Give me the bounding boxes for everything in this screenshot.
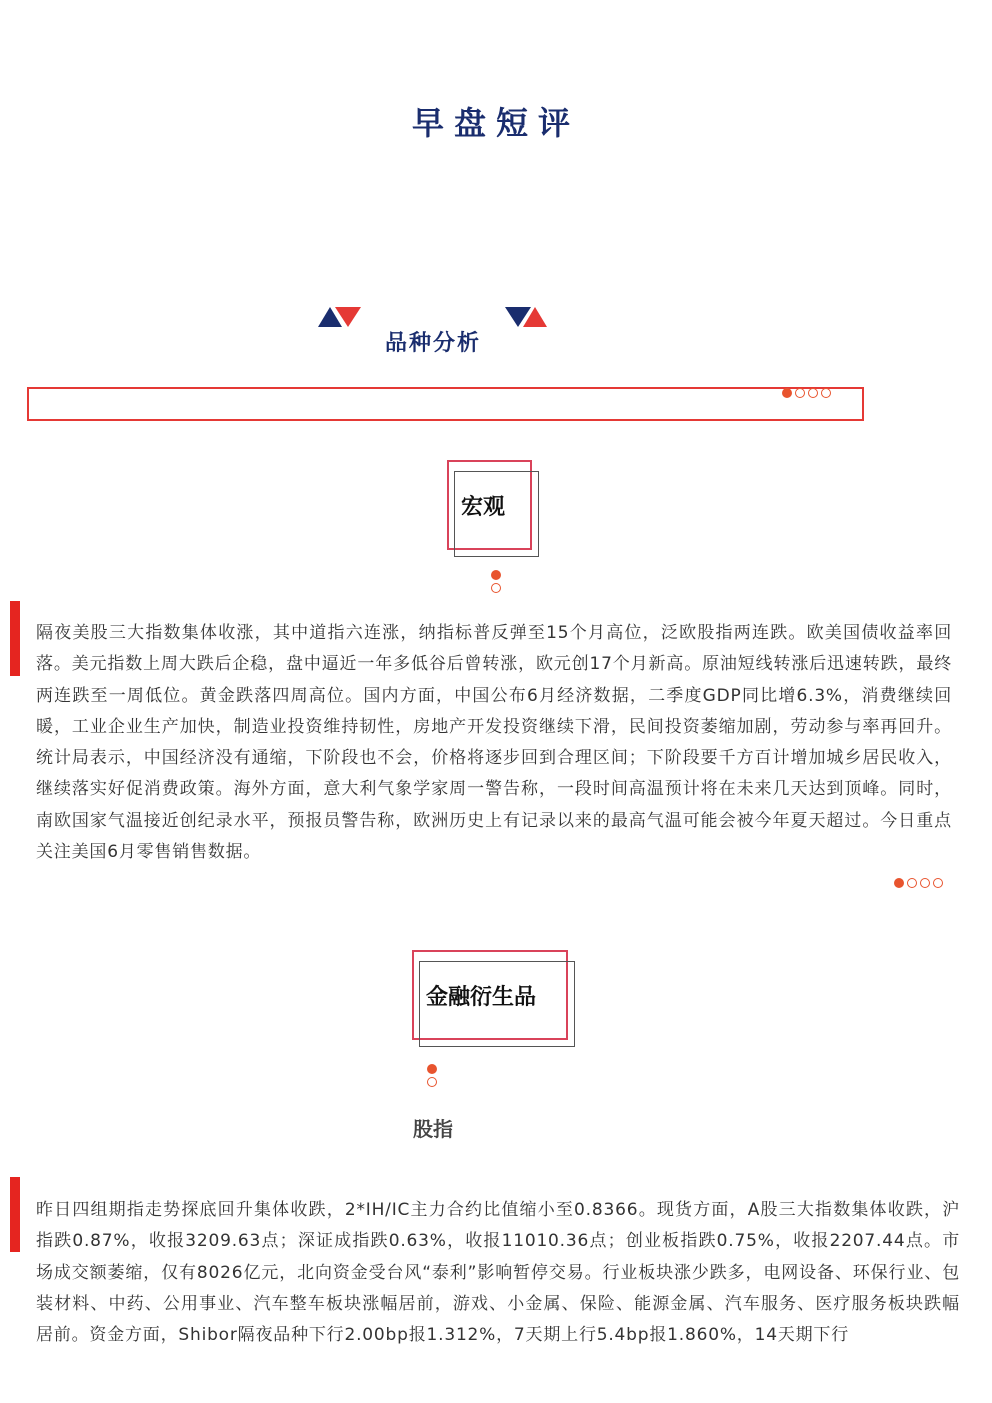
macro-accent-bar <box>10 601 20 676</box>
macro-label: 宏观 <box>461 495 506 520</box>
macro-dots-icon <box>491 570 501 593</box>
derivatives-dots-icon <box>427 1064 437 1087</box>
page-title: 早盘短评 <box>411 104 580 142</box>
stock-index-subheading: 股指 <box>413 1117 453 1141</box>
derivatives-label: 金融衍生品 <box>426 985 537 1010</box>
triangle-right-red-icon <box>523 307 547 327</box>
derivatives-paragraph: 昨日四组期指走势探底回升集体收跌，2*IH/IC主力合约比值缩小至0.8366。现货方面，A股三大指数集体收跌，沪指跌0.87%，收报3209.63点；深证成指跌0.63%，收报11010.36点；创业板指跌0.75%，收报2207.44点。市场成交额萎缩，仅有8026亿元，北向资金受台风“泰利”影响暂停交易。行业板块涨少跌多，电网设备、环保行业、包装材料、中药、公用事业、汽车整车板块涨幅居前，游戏、小金属、保险、能源金属、汽车服务、医疗服务板块跌幅居前。资金方面，Shibor隔夜品种下行2.00bp报1.312%，7天期上行5.4bp报1.860%，14天期下行 <box>36 1200 960 1346</box>
macro-end-dots-icon <box>894 878 943 888</box>
macro-paragraph: 隔夜美股三大指数集体收涨，其中道指六连涨，纳指标普反弹至15个月高位，泛欧股指两连跌。欧美国债收益率回落。美元指数上周大跌后企稳，盘中逼近一年多低谷后曾转涨，欧元创17个月新高。原油短线转涨后迅速转跌，最终两连跌至一周低位。黄金跌落四周高位。国内方面，中国公布6月经济数据，二季度GDP同比增6.3%，消费继续回暖，工业企业生产加快，制造业投资维持韧性，房地产开发投资继续下滑，民间投资萎缩加剧，劳动参与率再回升。统计局表示，中国经济没有通缩，下阶段也不会，价格将逐步回到合理区间；下阶段要千方百计增加城乡居民收入，继续落实好促消费政策。海外方面，意大利气象学家周一警告称，一段时间高温预计将在未来几天达到顶峰。同时，南欧国家气温接近创纪录水平，预报员警告称，欧洲历史上有记录以来的最高气温可能会被今年夏天超过。今日重点关注美国6月零售销售数据。 <box>36 623 952 863</box>
banner-dots-icon <box>782 388 831 398</box>
section-banner <box>27 387 864 421</box>
section-heading: 品种分析 <box>384 331 481 356</box>
derivatives-accent-bar <box>10 1177 20 1252</box>
triangle-left-red-icon <box>335 307 361 327</box>
